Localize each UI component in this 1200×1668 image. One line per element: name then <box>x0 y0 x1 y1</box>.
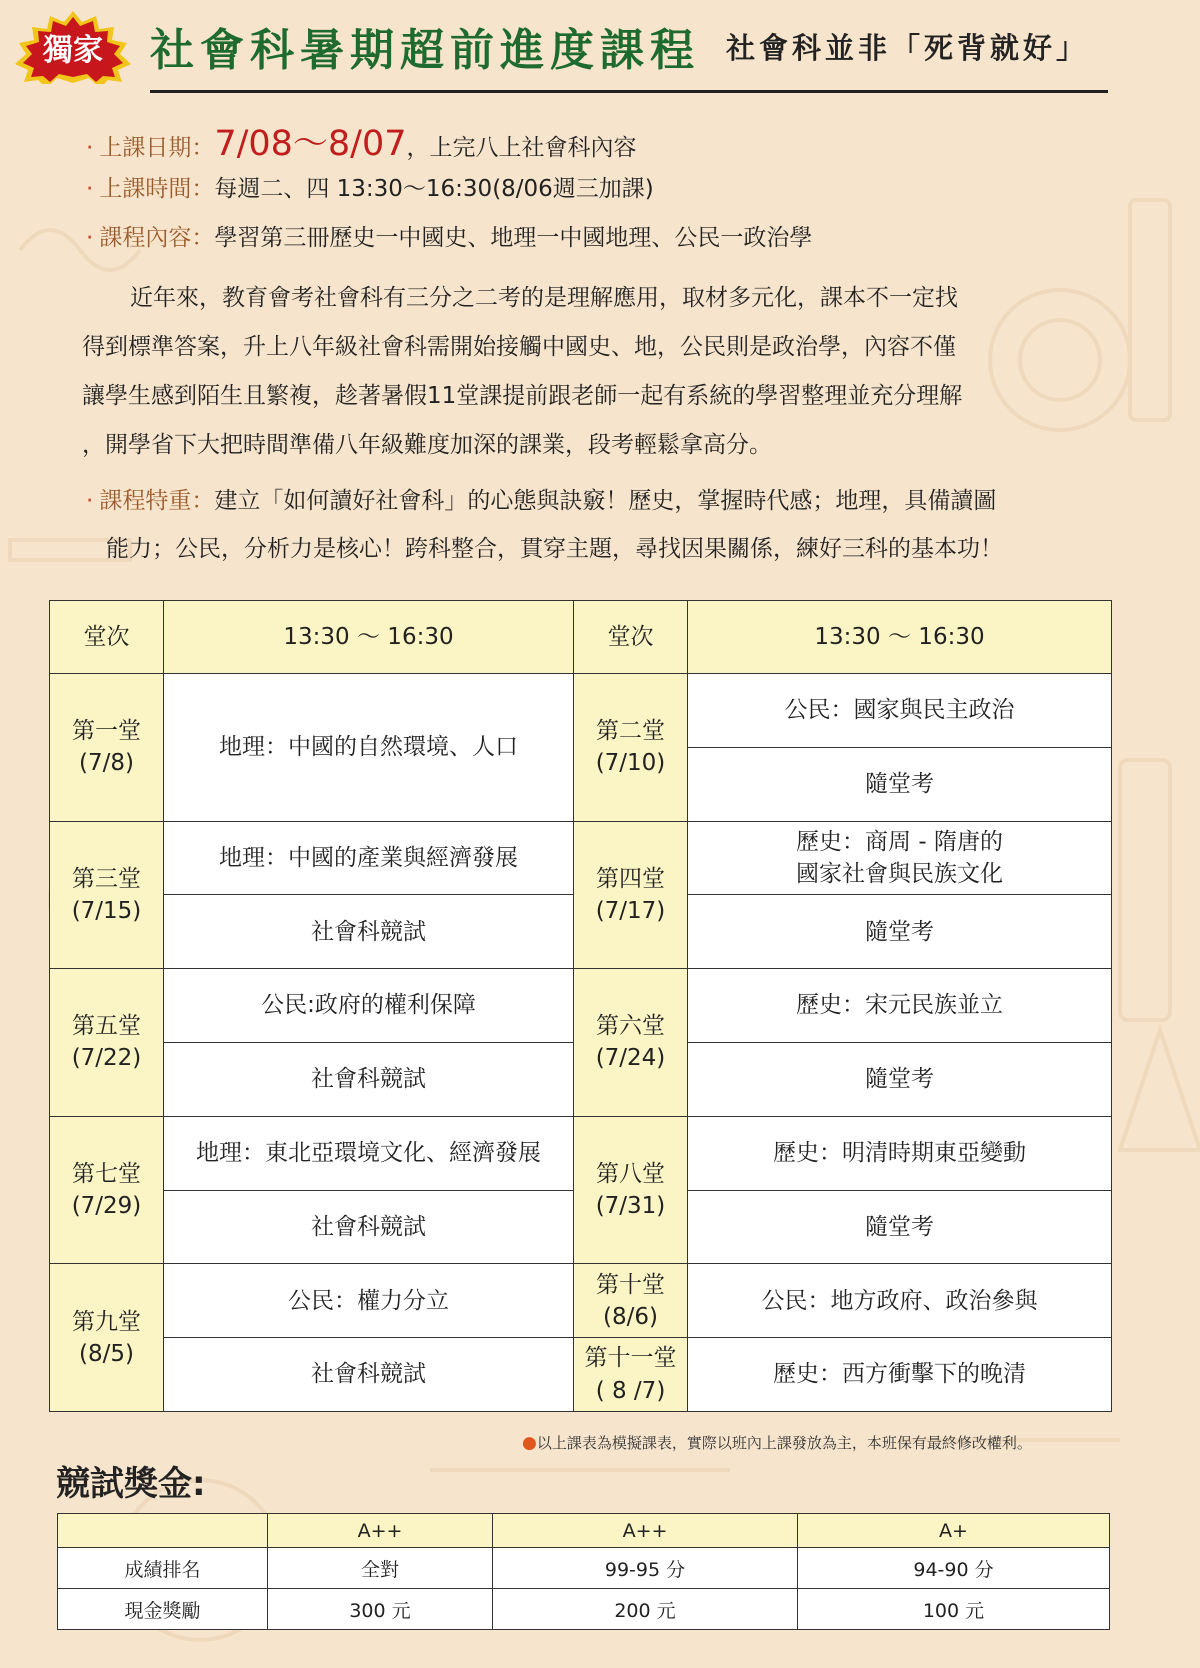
lesson-name: 第十一堂 <box>584 1345 677 1372</box>
time-value: 每週二、四 13:30～16:30(8/06週三加課) <box>214 176 654 202</box>
topic-cell: 社會科競試 <box>164 895 574 969</box>
header-cell: 13:30 ～ 16:30 <box>164 601 574 674</box>
lesson-date: (7/10) <box>595 750 666 777</box>
lesson-date: ( 8 /7) <box>595 1377 666 1404</box>
topic-cell: 社會科競試 <box>164 1042 574 1116</box>
lesson-cell <box>574 1264 688 1338</box>
lesson-cell <box>50 1264 164 1412</box>
topic-cell: 公民：權力分立 <box>164 1264 574 1338</box>
lesson-name: 第四堂 <box>596 865 665 892</box>
note-text: 以上課表為模擬課表，實際以班內上課發放為主，本班保有最終修改權利。 <box>536 1434 1032 1452</box>
table-header-row <box>50 601 1112 674</box>
lesson-cell <box>574 821 688 969</box>
topic-cell <box>688 821 1112 895</box>
lesson-cell <box>50 969 164 1117</box>
prize-cell: 100 元 <box>798 1589 1110 1630</box>
page-subtitle: 社會科並非「死背就好」 <box>726 31 1090 65</box>
prize-header-cell <box>58 1514 268 1548</box>
topic-cell: 公民：國家與民主政治 <box>688 674 1112 748</box>
date-value: 7/08～8/07 <box>214 124 407 164</box>
topic-cell: 隨堂考 <box>688 747 1112 821</box>
prize-title: 競試獎金: <box>56 1464 206 1504</box>
lesson-date: (7/29) <box>71 1193 142 1220</box>
topic-cell: 歷史：明清時期東亞變動 <box>688 1116 1112 1190</box>
note-dot-icon: ● <box>522 1433 537 1453</box>
topic-line: 國家社會與民族文化 <box>796 860 1003 887</box>
table-row <box>50 969 1112 1043</box>
header-cell: 堂次 <box>574 601 688 674</box>
prize-row <box>58 1589 1110 1630</box>
lesson-cell <box>574 969 688 1117</box>
lesson-name: 第十堂 <box>596 1271 665 1298</box>
lesson-name: 第一堂 <box>72 718 141 745</box>
topic-cell: 隨堂考 <box>688 1190 1112 1264</box>
prize-cell: 全對 <box>268 1548 493 1589</box>
para-line: 得到標準答案，升上八年級社會科需開始接觸中國史、地，公民則是政治學，內容不僅 <box>82 334 956 360</box>
table-row <box>50 1116 1112 1190</box>
para-line: ，開學省下大把時間準備八年級難度加深的課業，段考輕鬆拿高分。 <box>82 432 772 458</box>
prize-cell: 300 元 <box>268 1589 493 1630</box>
page-title: 社會科暑期超前進度課程 <box>150 25 700 76</box>
content-label: 課程內容： <box>99 225 215 251</box>
topic-cell: 歷史：西方衝擊下的晚清 <box>688 1338 1112 1412</box>
intro-paragraph <box>82 274 1122 470</box>
date-suffix: ，上完八上社會科內容 <box>406 135 637 161</box>
info-date <box>86 116 637 166</box>
topic-cell: 社會科競試 <box>164 1190 574 1264</box>
header-divider <box>150 90 1108 93</box>
prize-cell: 200 元 <box>493 1589 798 1630</box>
bullet-dot-icon: · <box>86 135 94 161</box>
prize-row-label: 現金獎勵 <box>58 1589 268 1630</box>
lesson-date: (7/31) <box>595 1193 666 1220</box>
prize-cell: 94-90 分 <box>798 1548 1110 1589</box>
lesson-name: 第六堂 <box>596 1013 665 1040</box>
schedule-note <box>522 1432 1032 1453</box>
lesson-cell <box>50 674 164 822</box>
header-cell: 13:30 ～ 16:30 <box>688 601 1112 674</box>
lesson-date: (7/22) <box>71 1045 142 1072</box>
topic-cell: 地理：中國的自然環境、人口 <box>164 674 574 822</box>
lesson-date: (7/24) <box>595 1045 666 1072</box>
header-cell: 堂次 <box>50 601 164 674</box>
lesson-cell <box>50 1116 164 1264</box>
lesson-cell <box>574 1338 688 1412</box>
topic-cell: 公民：地方政府、政治參與 <box>688 1264 1112 1338</box>
info-features <box>86 482 996 515</box>
topic-cell: 歷史：宋元民族並立 <box>688 969 1112 1043</box>
table-row <box>50 1338 1112 1412</box>
content-value: 學習第三冊歷史一中國史、地理一中國地理、公民一政治學 <box>214 225 813 251</box>
lesson-date: (7/17) <box>595 897 666 924</box>
lesson-date: (8/5) <box>79 1340 134 1367</box>
lesson-name: 第九堂 <box>72 1308 141 1335</box>
bullet-dot-icon: · <box>86 488 94 514</box>
table-row <box>50 821 1112 895</box>
lesson-cell <box>574 674 688 822</box>
date-label: 上課日期： <box>99 135 215 161</box>
prize-header-row <box>58 1514 1110 1548</box>
table-row <box>50 674 1112 748</box>
topic-cell: 隨堂考 <box>688 895 1112 969</box>
lesson-date: (7/15) <box>71 897 142 924</box>
topic-cell: 隨堂考 <box>688 1042 1112 1116</box>
time-label: 上課時間： <box>99 176 215 202</box>
lesson-cell <box>50 821 164 969</box>
prize-row <box>58 1548 1110 1589</box>
prize-header-cell: A++ <box>493 1514 798 1548</box>
para-line: 讓學生感到陌生且繁複，趁著暑假11堂課提前跟老師一起有系統的學習整理並充分理解 <box>82 383 963 409</box>
topic-cell: 地理：東北亞環境文化、經濟發展 <box>164 1116 574 1190</box>
lesson-date: (8/6) <box>603 1303 658 1330</box>
lesson-name: 第七堂 <box>72 1160 141 1187</box>
lesson-date: (7/8) <box>79 750 134 777</box>
topic-line: 歷史：商周 - 隋唐的 <box>796 828 1003 855</box>
prize-row-label: 成績排名 <box>58 1548 268 1589</box>
para-line: 近年來，教育會考社會科有三分之二考的是理解應用，取材多元化，課本不一定找 <box>130 285 958 311</box>
info-time <box>86 170 654 203</box>
lesson-cell <box>574 1116 688 1264</box>
lesson-name: 第三堂 <box>72 865 141 892</box>
prize-cell: 99-95 分 <box>493 1548 798 1589</box>
lesson-name: 第八堂 <box>596 1160 665 1187</box>
topic-cell: 公民:政府的權利保障 <box>164 969 574 1043</box>
badge-text: 獨家 <box>43 33 103 68</box>
topic-cell: 社會科競試 <box>164 1338 574 1412</box>
lesson-name: 第五堂 <box>72 1013 141 1040</box>
prize-table <box>57 1513 1110 1630</box>
features-line1: 建立「如何讀好社會科」的心態與訣竅！歷史，掌握時代感；地理，具備讀圖 <box>214 488 997 514</box>
info-content <box>86 219 812 252</box>
features-label: 課程特重： <box>99 488 215 514</box>
prize-header-cell: A++ <box>268 1514 493 1548</box>
bullet-dot-icon: · <box>86 176 94 202</box>
prize-header-cell: A+ <box>798 1514 1110 1548</box>
features-line2: 能力；公民，分析力是核心！跨科整合，貫穿主題，尋找因果關係，練好三科的基本功！ <box>106 536 1003 562</box>
topic-cell: 地理：中國的產業與經濟發展 <box>164 821 574 895</box>
lesson-name: 第二堂 <box>596 718 665 745</box>
exclusive-badge <box>14 10 132 84</box>
schedule-table <box>49 600 1112 1412</box>
table-row <box>50 1264 1112 1338</box>
bullet-dot-icon: · <box>86 225 94 251</box>
